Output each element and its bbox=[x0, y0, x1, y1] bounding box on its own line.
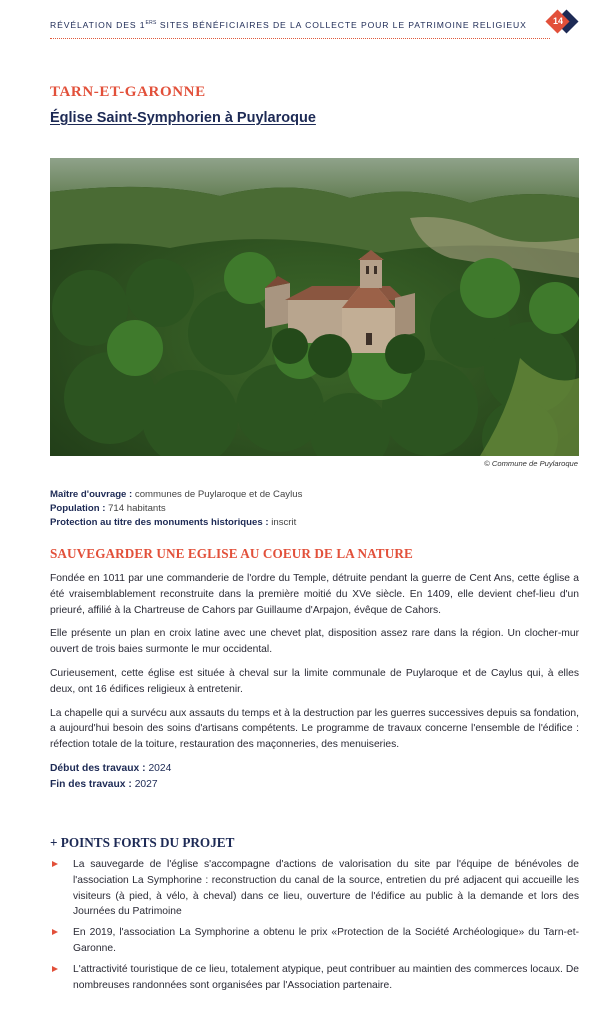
header-dotted-rule bbox=[50, 38, 550, 39]
highlights-list bbox=[50, 857, 579, 998]
page-number: 14 bbox=[552, 16, 563, 26]
works-end: Fin des travaux : 2027 bbox=[50, 778, 158, 790]
bullet-triangle-icon bbox=[52, 861, 58, 867]
header-title: RÉVÉLATION DES 1ERS SITES BÉNÉFICIAIRES DE LA COLLECTE POUR LE PATRIMOINE RELIGIEUX bbox=[50, 20, 527, 30]
article-body bbox=[50, 571, 579, 793]
list-item: L'attractivité touristique de ce lieu, totalement atypique, peut contribuer au maintien des commerces locaux. De nombreuses randonnées sont organisées par l'Association partenaire. bbox=[50, 962, 579, 994]
paragraph: Fondée en 1011 par une commanderie de l'ordre du Temple, détruite pendant la guerre de Cent Ans, cette église a été vraisemblablement reconstruite dans la première moitié du XVe siècle. En 1409, elle devient chef-lieu d'un prieuré, affilié à la Chartreuse de Cahors par Guillaume d'Arpajon, évêque de Cahors. bbox=[50, 573, 579, 616]
page-number-badge bbox=[547, 10, 579, 38]
fact-protection: Protection au titre des monuments historiques : inscrit bbox=[50, 517, 297, 528]
points-title: + POINTS FORTS DU PROJET bbox=[50, 835, 235, 850]
project-facts bbox=[50, 488, 302, 530]
fact-owner: Maître d'ouvrage : communes de Puylaroque et de Caylus bbox=[50, 489, 303, 500]
paragraph: Curieusement, cette église est située à cheval sur la limite communale de Puylaroque et de Caylus qui, à elles deux, ont 16 édifices religieux à entretenir. bbox=[50, 667, 579, 695]
bullet-triangle-icon bbox=[52, 929, 58, 935]
photo-illustration bbox=[50, 158, 579, 456]
works-start: Début des travaux : 2024 bbox=[50, 762, 172, 774]
church-aerial-photo bbox=[50, 158, 579, 456]
page-header bbox=[50, 18, 550, 42]
list-item: En 2019, l'association La Symphorine a obtenu le prix «Protection de la Société Archéologique» du Tarn-et-Garonne. bbox=[50, 925, 579, 957]
list-item: La sauvegarde de l'église s'accompagne d'actions de valorisation du site par l'équipe de bénévoles de l'association La Symphorine : reconstruction du canal de la source, entretien du pré adjacent qui accueille les visiteurs (à pied, à vélo, à cheval) dans ce lieu, ouverture de l'édifice au public à la demande et lors des Journées du Patrimoine bbox=[50, 857, 579, 920]
site-title: Église Saint-Symphorien à Puylaroque bbox=[50, 110, 316, 126]
section-title: SAUVEGARDER UNE EGLISE AU COEUR DE LA NATURE bbox=[50, 546, 413, 561]
paragraph: Elle présente un plan en croix latine avec une chevet plat, disposition assez rare dans la région. Un clocher-mur ouvert de trois baies surmonte le mur occidental. bbox=[50, 628, 579, 656]
bullet-triangle-icon bbox=[52, 966, 58, 972]
photo-credit: © Commune de Puylaroque bbox=[484, 459, 578, 468]
paragraph: La chapelle qui a survécu aux assauts du temps et à la destruction par les guerres successives depuis sa fondation, a aujourd'hui besoin des soins d'artisans compétents. Le programme de travaux concerne l'ensemble de l'édifice : réfection totale de la toiture, restauration des maçonneries, des menuiseries. bbox=[50, 707, 579, 751]
region-title: TARN-ET-GARONNE bbox=[50, 84, 206, 100]
fact-population: Population : 714 habitants bbox=[50, 503, 166, 514]
